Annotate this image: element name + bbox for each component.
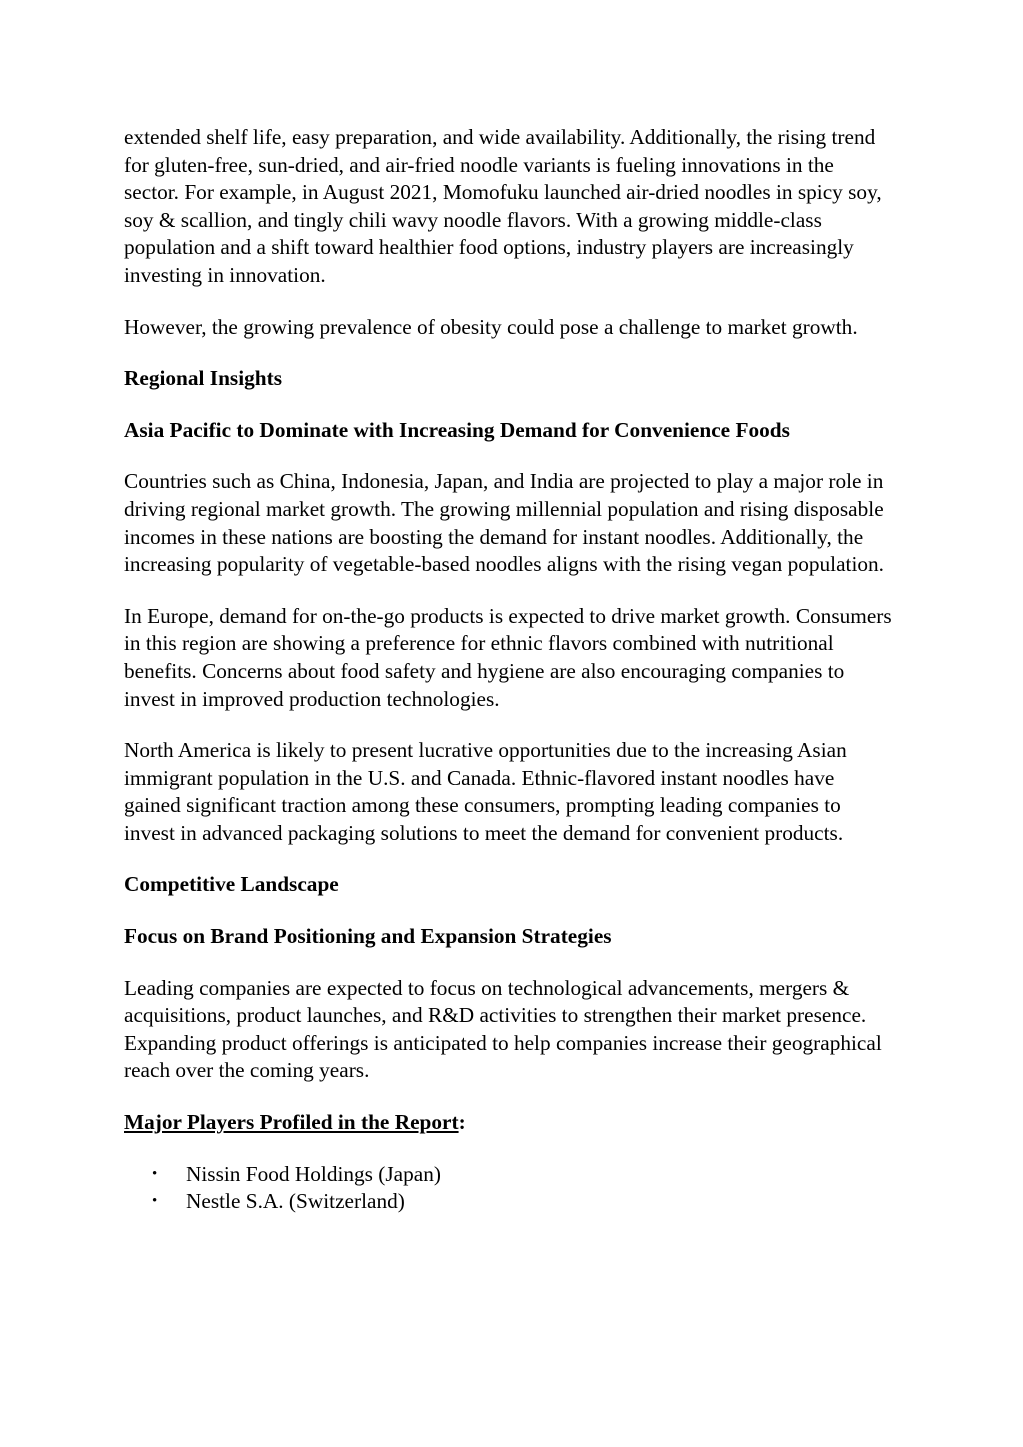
player-name: Nestle S.A. (Switzerland): [186, 1189, 405, 1214]
paragraph-asia-pacific: Countries such as China, Indonesia, Japan, and India are projected to play a major role in driving regional market growth. The growing millennial population and rising disposable incomes in these nations are boosting the demand for instant noodles. Additionally, the increasing popularity of vegetable-based noodles aligns with the rising vegan population.: [124, 469, 884, 577]
player-name: Nissin Food Holdings (Japan): [186, 1161, 441, 1186]
heading-major-players-colon: :: [458, 1110, 466, 1135]
heading-brand-positioning: Focus on Brand Positioning and Expansion Strategies: [124, 924, 612, 949]
heading-major-players: [124, 1109, 894, 1137]
paragraph-north-america: North America is likely to present lucrative opportunities due to the increasing Asian immigrant population in the U.S. and Canada. Ethnic-flavored instant noodles have gained significant traction among these consumers, prompting leading companies to invest in advanced packaging solutions to meet the demand for convenient products.: [124, 738, 847, 845]
heading-asia-pacific: Asia Pacific to Dominate with Increasing Demand for Convenience Foods: [124, 417, 790, 442]
heading-regional-insights: Regional Insights: [124, 366, 282, 391]
bullet-icon: •: [152, 1193, 158, 1210]
list-item: [124, 1188, 894, 1216]
document-page: [124, 124, 894, 1216]
paragraph-intro-continued: extended shelf life, easy preparation, and wide availability. Additionally, the rising trend for gluten-free, sun-dried, and air-fried noodle variants is fueling innovations in the sector. For example, in August 2021, Momofuku launched air-dried noodles in spicy soy, soy & scallion, and tingly chili wavy noodle flavors. With a growing middle-class population and a shift toward healthier food options, industry players are increasingly investing in innovation.: [124, 125, 882, 287]
heading-competitive-landscape: Competitive Landscape: [124, 872, 339, 897]
paragraph-obesity: However, the growing prevalence of obesity could pose a challenge to market growth.: [124, 314, 858, 339]
bullet-icon: •: [152, 1165, 158, 1182]
list-item: [124, 1161, 894, 1189]
paragraph-competitive-landscape: Leading companies are expected to focus on technological advancements, mergers & acquisitions, product launches, and R&D activities to strengthen their market presence. Expanding product offerings is anticipated to help companies increase their geographical reach over the coming years.: [124, 975, 882, 1083]
paragraph-europe: In Europe, demand for on-the-go products is expected to drive market growth. Consumers in this region are showing a preference for ethnic flavors combined with nutritional benefits. Concerns about food safety and hygiene are also encouraging companies to invest in improved production technologies.: [124, 603, 892, 711]
major-players-list: [124, 1161, 894, 1216]
heading-major-players-text: Major Players Profiled in the Report: [124, 1110, 459, 1135]
